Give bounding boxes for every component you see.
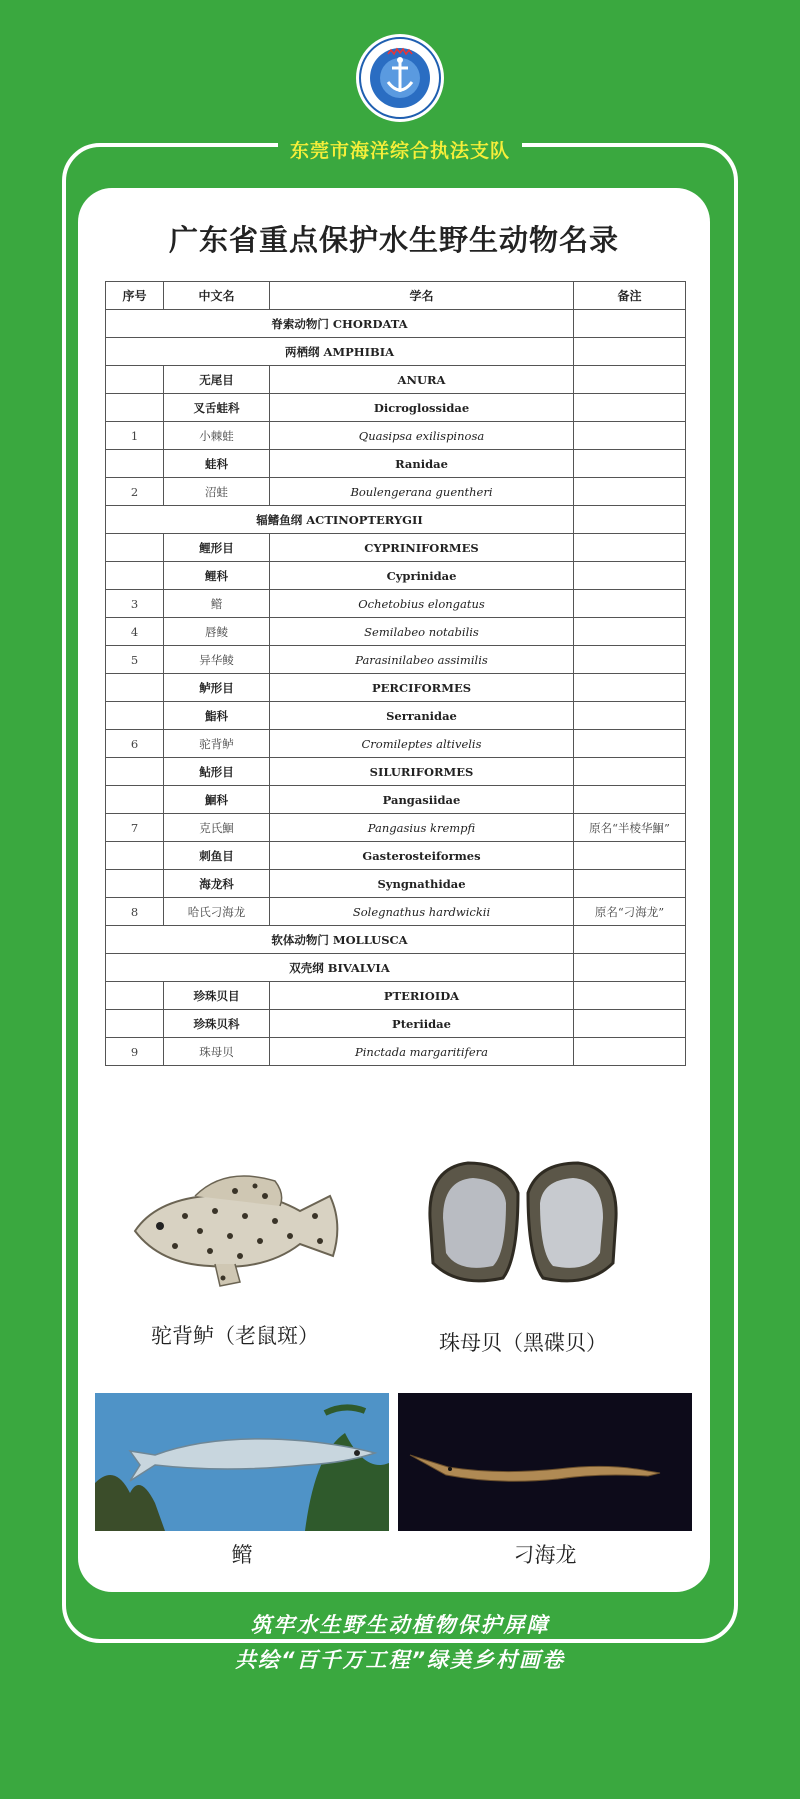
number-cell: [106, 870, 164, 898]
cn-name-cell: 珍珠贝科: [164, 1010, 270, 1038]
number-cell: 6: [106, 730, 164, 758]
note-cell: [574, 730, 686, 758]
number-cell: [106, 534, 164, 562]
cn-name-cell: 珍珠贝目: [164, 982, 270, 1010]
cn-name-cell: 克氏鮰: [164, 814, 270, 842]
sci-name-cell: PTERIOIDA: [270, 982, 574, 1010]
header-note: 备注: [574, 282, 686, 310]
cn-name-cell: 鲈形目: [164, 674, 270, 702]
table-row: [106, 786, 686, 814]
org-name: 东莞市海洋综合执法支队: [278, 140, 522, 162]
number-cell: [106, 842, 164, 870]
photo-pipefish: [398, 1393, 692, 1531]
sci-name-cell: Ochetobius elongatus: [270, 590, 574, 618]
number-cell: [106, 758, 164, 786]
table-row: [106, 478, 686, 506]
table-row: [106, 730, 686, 758]
note-cell: [574, 954, 686, 982]
number-cell: 9: [106, 1038, 164, 1066]
sci-name-cell: Parasinilabeo assimilis: [270, 646, 574, 674]
table-row: [106, 534, 686, 562]
cn-name-cell: 鳤: [164, 590, 270, 618]
number-cell: [106, 394, 164, 422]
table-row: [106, 954, 686, 982]
note-cell: [574, 534, 686, 562]
grouper-fish-image: [115, 1156, 355, 1296]
cn-name-cell: 刺鱼目: [164, 842, 270, 870]
sci-name-cell: Cromileptes altivelis: [270, 730, 574, 758]
sci-name-cell: Semilabeo notabilis: [270, 618, 574, 646]
cn-name-cell: 沼蛙: [164, 478, 270, 506]
photo-ochetobius: [95, 1393, 389, 1531]
table-row: [106, 338, 686, 366]
sci-name-cell: Pangasius krempfi: [270, 814, 574, 842]
note-cell: [574, 590, 686, 618]
ochetobius-fish-image: [95, 1393, 389, 1531]
note-cell: [574, 422, 686, 450]
sci-name-cell: Cyprinidae: [270, 562, 574, 590]
org-name-row: [0, 136, 800, 163]
sci-name-cell: CYPRINIFORMES: [270, 534, 574, 562]
sci-name-cell: ANURA: [270, 366, 574, 394]
number-cell: 5: [106, 646, 164, 674]
table-body: [106, 310, 686, 1066]
number-cell: [106, 982, 164, 1010]
table-row: [106, 982, 686, 1010]
table-row: [106, 646, 686, 674]
header-sci-name: 学名: [270, 282, 574, 310]
table-row: [106, 562, 686, 590]
number-cell: 7: [106, 814, 164, 842]
table-row: [106, 870, 686, 898]
cn-name-cell: 无尾目: [164, 366, 270, 394]
cn-name-cell: 鲤科: [164, 562, 270, 590]
group-label: 辐鳍鱼纲 ACTINOPTERYGII: [106, 506, 574, 534]
sci-name-cell: Solegnathus hardwickii: [270, 898, 574, 926]
table-row: [106, 310, 686, 338]
table-row: [106, 842, 686, 870]
cn-name-cell: 驼背鲈: [164, 730, 270, 758]
table-row: [106, 1038, 686, 1066]
group-label: 脊索动物门 CHORDATA: [106, 310, 574, 338]
note-cell: [574, 870, 686, 898]
number-cell: 4: [106, 618, 164, 646]
caption-pipefish: 刁海龙: [513, 1543, 577, 1567]
note-cell: [574, 702, 686, 730]
sci-name-cell: Dicroglossidae: [270, 394, 574, 422]
number-cell: [106, 562, 164, 590]
table-row: [106, 618, 686, 646]
sci-name-cell: Syngnathidae: [270, 870, 574, 898]
sci-name-cell: Pinctada margaritifera: [270, 1038, 574, 1066]
table-header-row: [106, 282, 686, 310]
note-cell: [574, 674, 686, 702]
cn-name-cell: 小棘蛙: [164, 422, 270, 450]
content-card: [78, 188, 710, 1592]
table-row: [106, 1010, 686, 1038]
header-cn-name: 中文名: [164, 282, 270, 310]
note-cell: [574, 926, 686, 954]
number-cell: [106, 366, 164, 394]
cn-name-cell: 珠母贝: [164, 1038, 270, 1066]
note-cell: [574, 786, 686, 814]
header-no: 序号: [106, 282, 164, 310]
note-cell: [574, 338, 686, 366]
cn-name-cell: 异华鲮: [164, 646, 270, 674]
sci-name-cell: SILURIFORMES: [270, 758, 574, 786]
photo-grouper: [115, 1156, 355, 1296]
table-row: [106, 394, 686, 422]
table-row: [106, 814, 686, 842]
note-cell: [574, 1010, 686, 1038]
note-cell: [574, 394, 686, 422]
note-cell: 原名“刁海龙”: [574, 898, 686, 926]
sci-name-cell: Quasipsa exilispinosa: [270, 422, 574, 450]
note-cell: [574, 646, 686, 674]
sci-name-cell: Gasterosteiformes: [270, 842, 574, 870]
cn-name-cell: 叉舌蛙科: [164, 394, 270, 422]
pipefish-image: [398, 1393, 692, 1531]
photo-oyster: [418, 1148, 628, 1298]
slogan-line-2: 共绘“百千万工程”绿美乡村画卷: [234, 1648, 566, 1672]
caption-oyster: 珠母贝（黑碟贝）: [439, 1331, 607, 1355]
table-row: [106, 674, 686, 702]
number-cell: 8: [106, 898, 164, 926]
page-title: 广东省重点保护水生野生动物名录: [168, 223, 619, 257]
table-row: [106, 422, 686, 450]
table-row: [106, 758, 686, 786]
note-cell: [574, 310, 686, 338]
number-cell: [106, 450, 164, 478]
note-cell: [574, 842, 686, 870]
note-cell: [574, 1038, 686, 1066]
pearl-oyster-image: [418, 1148, 628, 1298]
table-row: [106, 366, 686, 394]
slogan-line-1: 筑牢水生野生动植物保护屏障: [250, 1613, 550, 1637]
cn-name-cell: 海龙科: [164, 870, 270, 898]
table-row: [106, 926, 686, 954]
sci-name-cell: Serranidae: [270, 702, 574, 730]
note-cell: [574, 618, 686, 646]
table-row: [106, 702, 686, 730]
note-cell: [574, 450, 686, 478]
note-cell: [574, 982, 686, 1010]
emblem-logo: [356, 34, 444, 122]
table-row: [106, 506, 686, 534]
cn-name-cell: 鲤形目: [164, 534, 270, 562]
note-cell: [574, 478, 686, 506]
caption-grouper: 驼背鲈（老鼠斑）: [151, 1324, 319, 1348]
cn-name-cell: 蛙科: [164, 450, 270, 478]
note-cell: [574, 758, 686, 786]
cn-name-cell: 鮨科: [164, 702, 270, 730]
caption-ochetobius: 鳤: [231, 1543, 253, 1567]
number-cell: 1: [106, 422, 164, 450]
table-row: [106, 898, 686, 926]
sci-name-cell: PERCIFORMES: [270, 674, 574, 702]
sci-name-cell: Ranidae: [270, 450, 574, 478]
table-row: [106, 590, 686, 618]
number-cell: 3: [106, 590, 164, 618]
anchor-emblem-icon: [358, 36, 442, 120]
group-label: 两栖纲 AMPHIBIA: [106, 338, 574, 366]
group-label: 软体动物门 MOLLUSCA: [106, 926, 574, 954]
number-cell: [106, 674, 164, 702]
group-label: 双壳纲 BIVALVIA: [106, 954, 574, 982]
sci-name-cell: Pangasiidae: [270, 786, 574, 814]
note-cell: [574, 506, 686, 534]
note-cell: 原名“半棱华鮰”: [574, 814, 686, 842]
table-row: [106, 450, 686, 478]
sci-name-cell: Pteriidae: [270, 1010, 574, 1038]
cn-name-cell: 唇鲮: [164, 618, 270, 646]
cn-name-cell: 鮰科: [164, 786, 270, 814]
number-cell: [106, 786, 164, 814]
number-cell: [106, 1010, 164, 1038]
number-cell: 2: [106, 478, 164, 506]
species-table: [105, 281, 686, 1066]
cn-name-cell: 鲇形目: [164, 758, 270, 786]
note-cell: [574, 562, 686, 590]
sci-name-cell: Boulengerana guentheri: [270, 478, 574, 506]
number-cell: [106, 702, 164, 730]
note-cell: [574, 366, 686, 394]
cn-name-cell: 哈氏刁海龙: [164, 898, 270, 926]
